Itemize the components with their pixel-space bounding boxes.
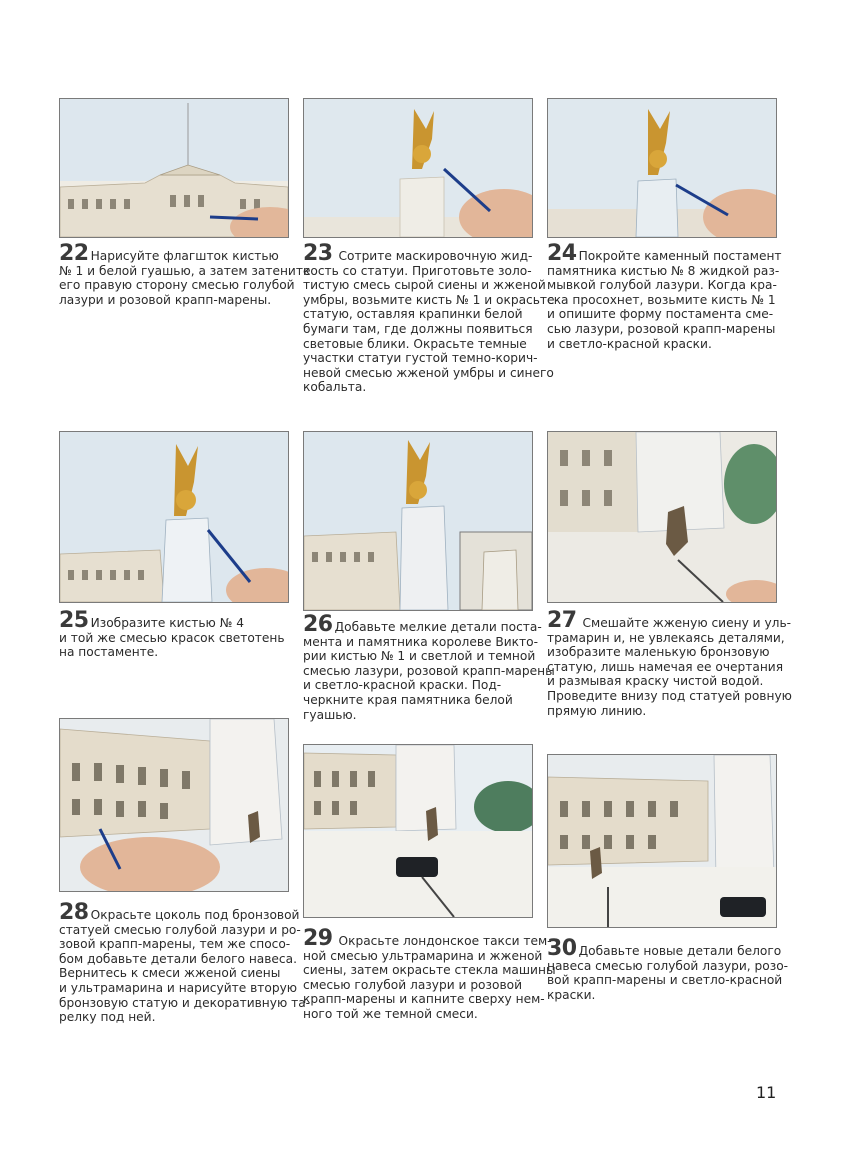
caption-line: сью лазури, розовой крапп-марены [547,321,776,336]
caption-line: крапп-марены и капните сверху нем- [303,992,545,1007]
caption-line: краски. [547,987,596,1002]
caption-line: Окрасьте лондонское такси тем- [334,934,552,948]
caption-line: и опишите форму постамента сме- [547,307,774,322]
caption-line: № 1 и белой гуашью, а затем затените [59,263,311,278]
step-number: 27 [547,608,577,633]
caption-line: Изобразите кистью № 4 [90,616,244,630]
caption-line: и светло-красной краски. [547,336,712,351]
step-number: 29 [303,926,333,951]
step-22-caption [59,241,311,307]
caption-line: гуашью. [303,707,357,722]
step-23-photo [303,98,533,238]
step-number: 26 [303,612,333,637]
caption-line: бронзовую статую и декоративную та- [59,995,311,1010]
caption-line: ска просохнет, возьмите кисть № 1 [547,292,776,307]
step-24-photo [547,98,777,238]
step-30-photo [547,754,777,928]
caption-line: Вернитесь к смеси жженой сиены [59,966,281,981]
step-26-photo [303,431,533,611]
caption-line: Добавьте мелкие детали поста- [334,620,542,634]
page-number: 11 [756,1083,777,1102]
caption-line: бумаги там, где должны появиться [303,321,533,336]
caption-line: Нарисуйте флагшток кистью [90,249,279,263]
caption-line: памятника кистью № 8 жидкой раз- [547,263,780,278]
step-29-caption [303,926,556,1022]
step-number: 25 [59,608,89,633]
caption-line: статую, лишь намечая ее очертания [547,659,784,674]
caption-line: смесью голубой лазури и розовой [303,977,523,992]
caption-line: сиены, затем окрасьте стекла машины [303,963,556,978]
step-27-photo [547,431,777,603]
caption-line: Сотрите маскировочную жид- [334,249,533,263]
caption-line: статую, оставляя крапинки белой [303,307,523,322]
step-22-photo [59,98,289,238]
caption-line: статуей смесью голубой лазури и ро- [59,922,301,937]
caption-line: черкните края памятника белой [303,692,513,707]
step-26-caption [303,612,555,722]
caption-line: и светло-красной краски. Под- [303,678,502,693]
caption-line: Покройте каменный постамент [578,249,782,263]
caption-line: и ультрамарина и нарисуйте вторую [59,980,298,995]
caption-line: и той же смесью красок светотень [59,630,285,645]
step-28-caption [59,900,311,1025]
caption-line: Проведите внизу под статуей ровную [547,688,792,703]
caption-line: тистую смесь сырой сиены и жженой [303,278,546,293]
step-number: 22 [59,241,89,266]
caption-line: кобальта. [303,380,367,395]
step-25-photo [59,431,289,603]
caption-line: вой крапп-марены и светло-красной [547,973,783,988]
caption-line: лазури и розовой крапп-марены. [59,292,272,307]
step-24-caption [547,241,782,351]
caption-line: Смешайте жженую сиену и уль- [578,616,792,630]
caption-line: умбры, возьмите кисть № 1 и окрасьте [303,292,555,307]
caption-line: невой смесью жженой умбры и синего [303,365,554,380]
step-25-caption [59,608,291,660]
caption-line: бом добавьте детали белого навеса. [59,951,297,966]
caption-line: навеса смесью голубой лазури, розо- [547,958,789,973]
step-28-photo [59,718,289,892]
step-27-caption [547,608,792,718]
caption-line: рии кистью № 1 и светлой и темной [303,649,536,664]
caption-line: световые блики. Окрасьте темные [303,336,527,351]
caption-line: Добавьте новые детали белого [578,944,782,958]
caption-line: его правую сторону смесью голубой [59,278,295,293]
caption-line: кость со статуи. Приготовьте золо- [303,263,532,278]
caption-line: релку под ней. [59,1010,156,1025]
step-30-caption [547,936,789,1002]
caption-line: мента и памятника королеве Викто- [303,634,539,649]
caption-line: мывкой голубой лазури. Когда кра- [547,278,777,293]
caption-line: и размывая краску чистой водой. [547,674,764,689]
caption-line: трамарин и, не увлекаясь деталями, [547,630,785,645]
step-29-photo [303,744,533,918]
caption-line: смесью лазури, розовой крапп-марены [303,663,555,678]
caption-line: Окрасьте цоколь под бронзовой [90,908,300,922]
caption-line: изобразите маленькую бронзовую [547,645,770,660]
step-number: 24 [547,241,577,266]
caption-line: ного той же темной смеси. [303,1006,478,1021]
caption-line: на постаменте. [59,645,159,660]
caption-line: участки статуи густой темно-корич- [303,351,538,366]
step-number: 28 [59,900,89,925]
step-number: 30 [547,936,577,961]
step-23-caption [303,241,555,395]
caption-line: ной смесью ультрамарина и жженой [303,948,543,963]
step-number: 23 [303,241,333,266]
caption-line: зовой крапп-марены, тем же спосо- [59,937,291,952]
caption-line: прямую линию. [547,703,647,718]
